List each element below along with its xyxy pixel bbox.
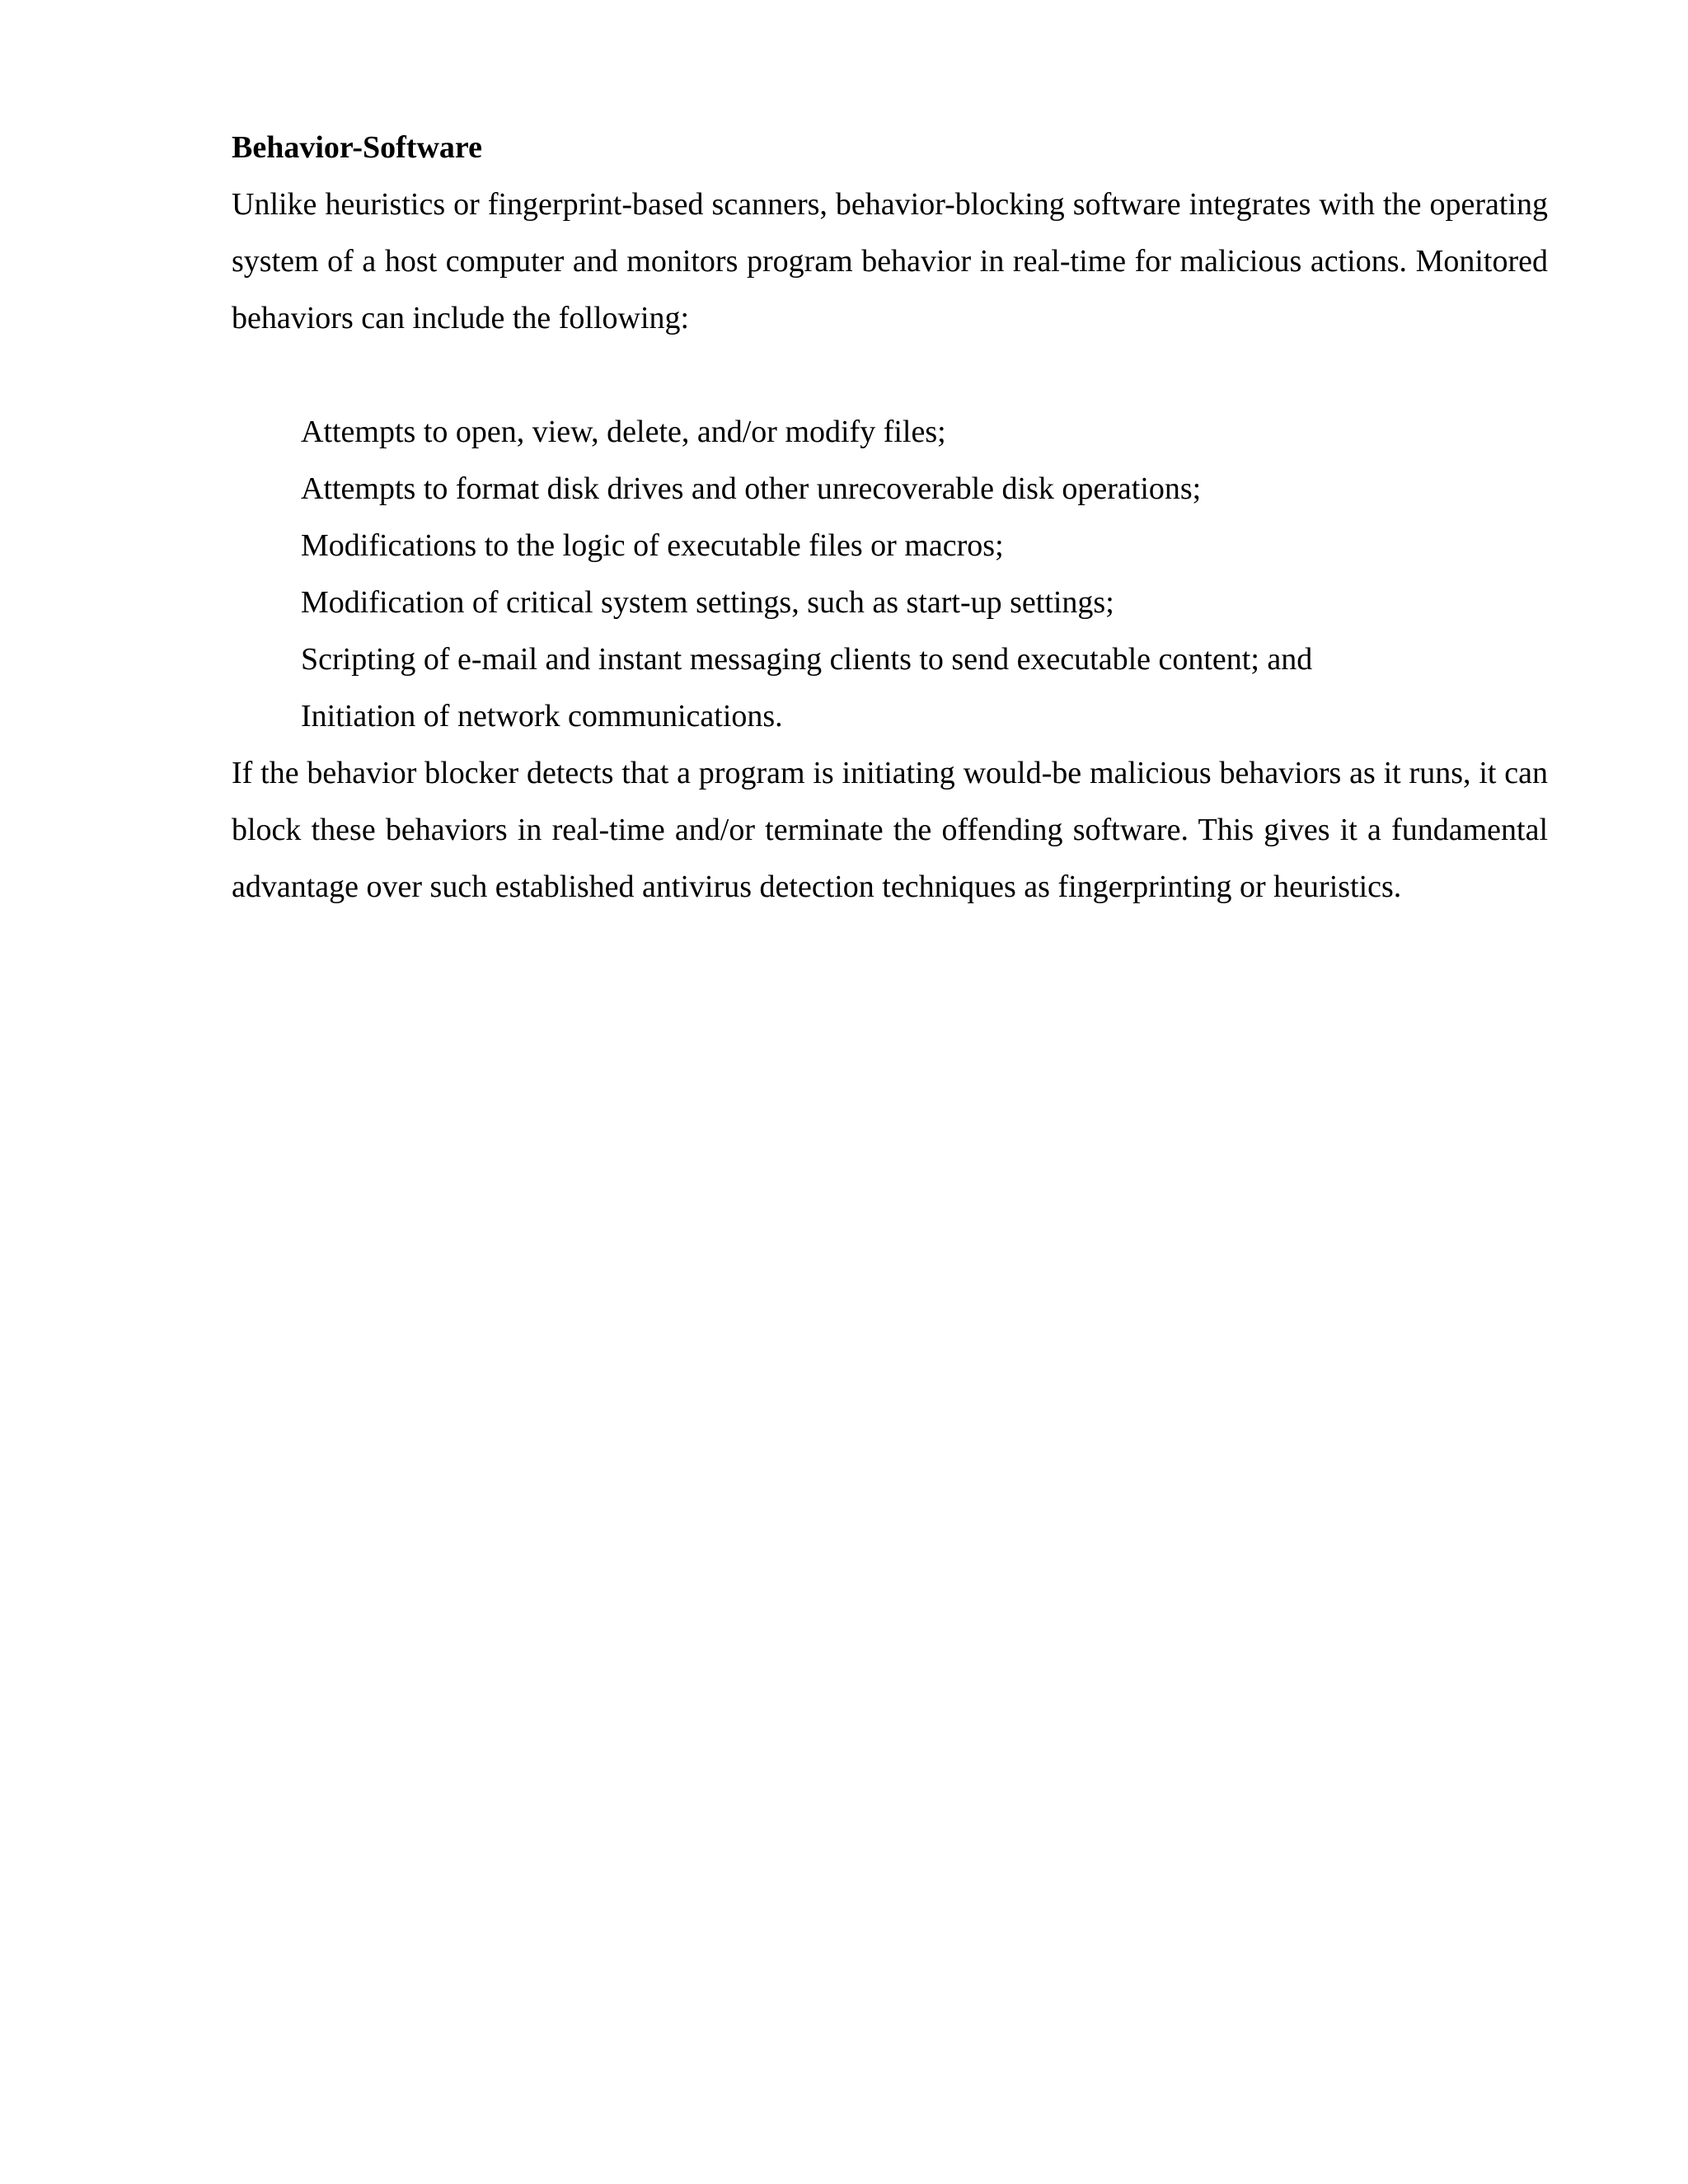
behavior-item-system-settings: Modification of critical system settings, such as start-up settings; bbox=[301, 585, 1114, 620]
behavior-item-executable-logic: Modifications to the logic of executable files or macros; bbox=[301, 528, 1004, 563]
behavior-item-network-communications: Initiation of network communications. bbox=[301, 699, 783, 733]
behavior-list bbox=[232, 404, 1548, 745]
behavior-item-messaging-scripting: Scripting of e-mail and instant messaging clients to send executable content; and bbox=[301, 642, 1313, 677]
section-heading: Behavior-Software bbox=[232, 130, 482, 165]
behavior-item-disk-format: Attempts to format disk drives and other unrecoverable disk operations; bbox=[301, 471, 1202, 506]
conclusion-paragraph: If the behavior blocker detects that a program is initiating would-be malicious behaviors as it runs, it can block these behaviors in real-time and/or terminate the offending software. This gives it a fundamental advantage over such established antivirus detection techniques as fingerprinting or heuristics. bbox=[232, 756, 1548, 904]
document-body bbox=[232, 120, 1548, 916]
intro-paragraph: Unlike heuristics or fingerprint-based scanners, behavior-blocking software integrates with the operating system of a host computer and monitors program behavior in real-time for malicious actions. Monitored behaviors can include the following: bbox=[232, 187, 1548, 335]
behavior-item-file-access: Attempts to open, view, delete, and/or modify files; bbox=[301, 415, 946, 449]
